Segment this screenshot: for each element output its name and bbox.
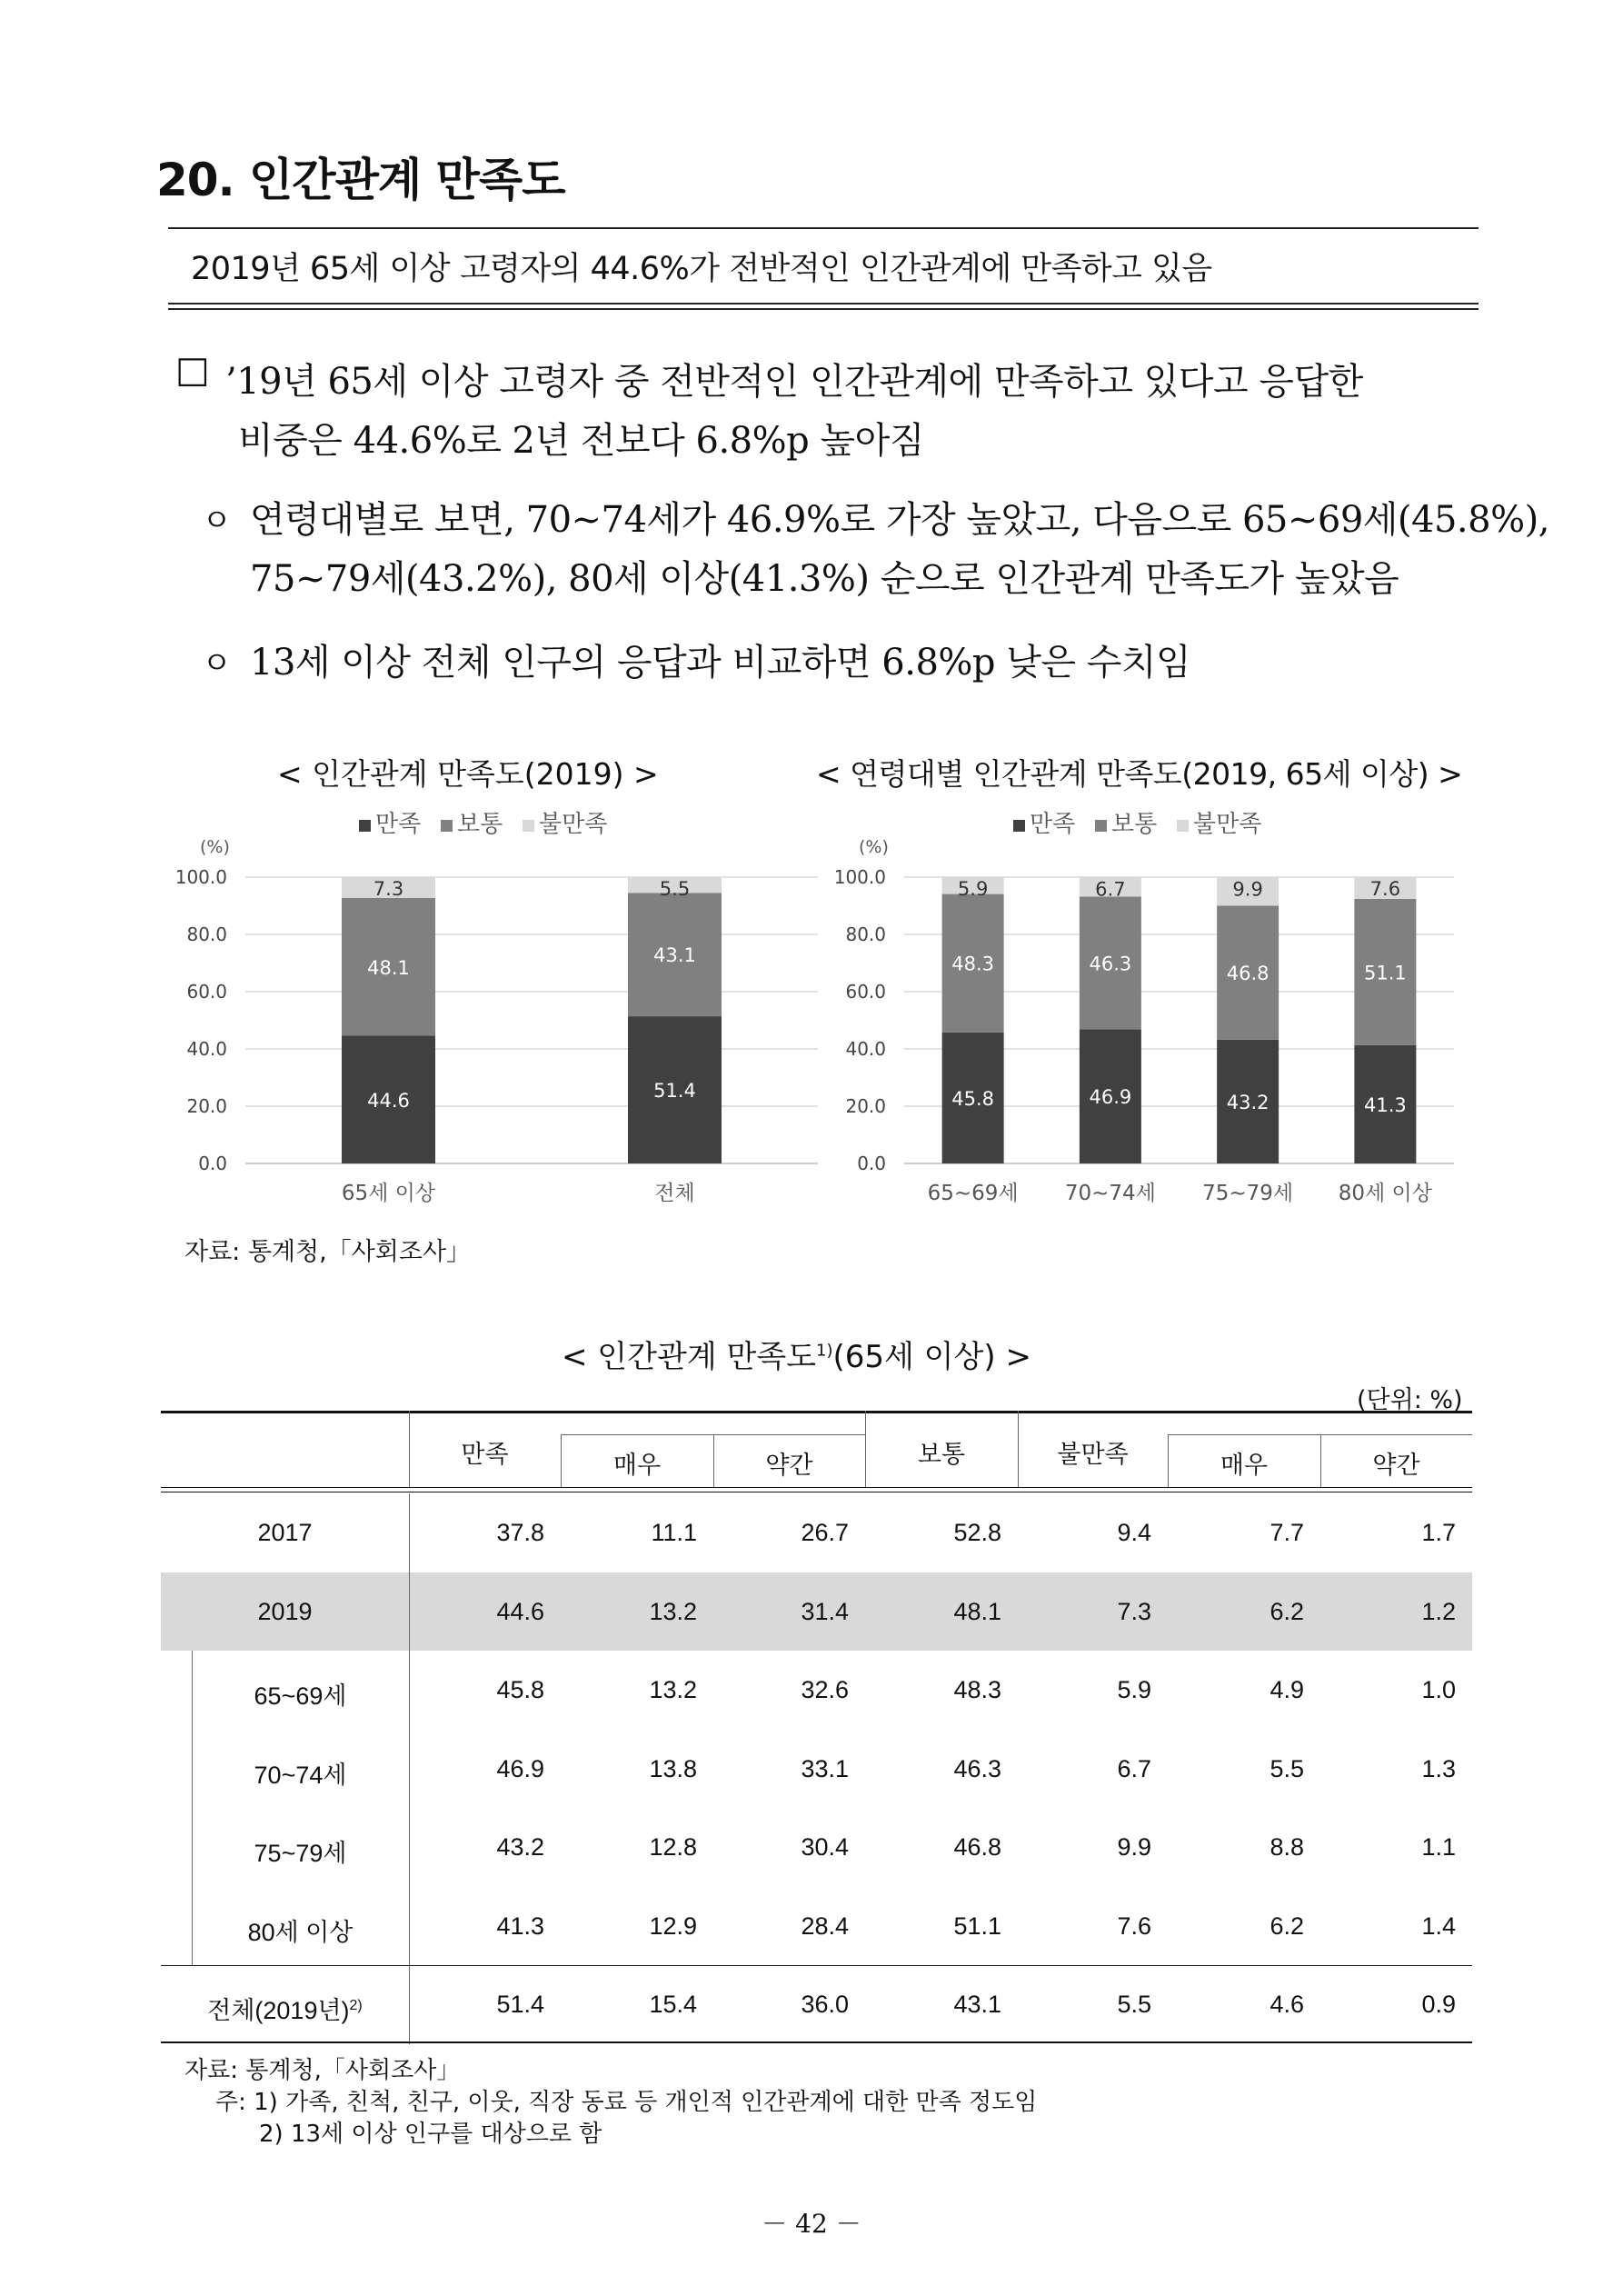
table-title <box>562 1332 1031 1376</box>
data-label: 51.4 <box>653 1080 696 1103</box>
row-label-footnote-ref: 2) <box>349 1998 363 2013</box>
table-cell: 46.9 <box>496 1754 544 1782</box>
table-cell: 6.7 <box>1117 1754 1151 1782</box>
table-cell: 26.7 <box>801 1519 849 1546</box>
data-label: 51.1 <box>1363 962 1407 984</box>
table-cell: 5.5 <box>1117 1991 1151 2018</box>
table-cell: 41.3 <box>496 1912 544 1940</box>
y-tick-label: 100.0 <box>833 866 886 888</box>
x-tick-label: 전체 <box>654 1182 695 1205</box>
table-header-rule <box>161 1487 1472 1488</box>
header-very-satisfied: 매우 <box>612 1452 662 1480</box>
table-cell: 31.4 <box>801 1597 849 1625</box>
row-label: 2017 <box>257 1519 313 1546</box>
table-cell: 1.0 <box>1421 1676 1456 1703</box>
table-cell: 5.9 <box>1117 1676 1151 1703</box>
x-tick-label: 70~74세 <box>1064 1182 1156 1205</box>
table-bottom-rule <box>161 2041 1472 2043</box>
table-cell: 52.8 <box>953 1519 1001 1546</box>
table-header-subrule <box>561 1434 865 1435</box>
table-cell: 36.0 <box>801 1991 849 2018</box>
y-tick-label: 20.0 <box>186 1095 227 1117</box>
legend-swatch <box>441 820 453 832</box>
data-label: 46.9 <box>1089 1086 1132 1109</box>
bullet-sub-line1: 13세 이상 전체 인구의 응답과 비교하면 6.8%p 낮은 수치임 <box>250 642 1191 684</box>
table-cell: 12.9 <box>649 1912 697 1940</box>
table-cell: 8.8 <box>1270 1833 1304 1861</box>
data-label: 5.5 <box>659 878 691 900</box>
header-slightly-satisfied: 약간 <box>765 1452 813 1480</box>
table-cell: 46.3 <box>953 1754 1001 1782</box>
chart-source: 자료: 통계청,「사회조사」 <box>184 1238 471 1266</box>
table-cell: 51.4 <box>496 1991 544 2018</box>
table-cell: 7.7 <box>1270 1519 1304 1546</box>
bullet-main-line2: 비중은 44.6%로 2년 전보다 6.8%p 높아짐 <box>238 420 924 462</box>
y-tick-label: 20.0 <box>845 1095 886 1117</box>
x-tick-label: 65~69세 <box>927 1182 1019 1205</box>
table-cell: 43.1 <box>953 1991 1001 2018</box>
legend-swatch <box>1013 820 1025 832</box>
table-cell: 9.9 <box>1117 1833 1151 1861</box>
table-cell: 43.2 <box>496 1833 544 1861</box>
y-axis-unit: (%) <box>859 837 889 857</box>
table-column-divider <box>409 1887 410 1966</box>
legend-label: 만족 <box>1030 811 1076 838</box>
table-cell: 11.1 <box>651 1519 697 1546</box>
row-label: 2019 <box>257 1597 313 1625</box>
header-satisfied: 만족 <box>461 1441 509 1469</box>
bullet-sub-line2: 75~79세(43.2%), 80세 이상(41.3%) 순으로 인간관계 만족도가 높았음 <box>250 558 1399 600</box>
header-unsatisfied: 불만족 <box>1057 1441 1129 1469</box>
table-column-divider <box>409 1493 410 1572</box>
table-cell: 1.7 <box>1421 1519 1456 1546</box>
row-label: 75~79세 <box>254 1840 347 1867</box>
data-label: 41.3 <box>1363 1093 1407 1116</box>
table-cell: 48.3 <box>953 1676 1001 1703</box>
table-cell: 32.6 <box>801 1676 849 1703</box>
section-title: 20. 인간관계 만족도 <box>156 154 565 206</box>
data-label: 9.9 <box>1232 878 1263 901</box>
data-label: 6.7 <box>1095 878 1126 901</box>
total-row-rule <box>161 1965 1472 1966</box>
legend-label: 보통 <box>457 811 503 838</box>
legend-swatch <box>1095 820 1107 832</box>
x-tick-label: 65세 이상 <box>341 1182 436 1205</box>
y-tick-label: 100.0 <box>174 866 227 888</box>
table-cell: 5.5 <box>1270 1754 1304 1782</box>
y-tick-label: 0.0 <box>857 1153 886 1174</box>
table-cell: 13.2 <box>649 1597 697 1625</box>
summary-box-bottom-rule <box>168 303 1479 304</box>
table-title-main: < 인간관계 만족도 <box>562 1339 817 1375</box>
table-cell: 45.8 <box>496 1676 544 1703</box>
summary-box-top-rule <box>168 227 1479 229</box>
table-cell: 1.4 <box>1421 1912 1456 1940</box>
x-tick-label: 80세 이상 <box>1338 1182 1432 1205</box>
table-cell: 4.9 <box>1270 1676 1304 1703</box>
summary-text: 2019년 65세 이상 고령자의 44.6%가 전반적인 인간관계에 만족하고 있음 <box>191 251 1212 287</box>
table-cell: 6.2 <box>1270 1597 1304 1625</box>
y-tick-label: 60.0 <box>186 981 227 1003</box>
summary-box-bottom-rule-double <box>168 308 1479 310</box>
table-cell: 33.1 <box>801 1754 849 1782</box>
y-tick-label: 40.0 <box>186 1038 227 1060</box>
header-slightly-unsatisfied: 약간 <box>1372 1452 1420 1480</box>
table-cell: 51.1 <box>953 1912 1001 1940</box>
table-cell: 13.2 <box>649 1676 697 1703</box>
table-cell: 37.8 <box>496 1519 544 1546</box>
table-source: 자료: 통계청,「사회조사」 <box>184 2057 461 2084</box>
data-label: 48.1 <box>367 956 410 979</box>
chart1-title: < 인간관계 만족도(2019) > <box>277 756 659 792</box>
legend-label: 보통 <box>1111 811 1158 838</box>
table-top-rule <box>161 1411 1472 1413</box>
data-label: 45.8 <box>951 1087 995 1110</box>
y-tick-label: 60.0 <box>845 981 886 1003</box>
table-cell: 1.1 <box>1421 1833 1456 1861</box>
legend-swatch <box>359 820 371 832</box>
chart1-stacked-bar <box>154 800 827 1236</box>
age-group-bracket <box>192 1651 193 1965</box>
legend-swatch <box>1177 820 1189 832</box>
y-tick-label: 80.0 <box>186 923 227 945</box>
legend-swatch <box>523 820 534 832</box>
table-title-footnote-ref: 1) <box>816 1341 833 1361</box>
table-cell: 48.1 <box>953 1597 1001 1625</box>
data-label: 43.1 <box>653 944 696 967</box>
note-1: 주: 1) 가족, 친척, 친구, 이웃, 직장 동료 등 개인적 인간관계에 대한 만족 정도임 <box>215 2089 1038 2116</box>
row-label: 65~69세 <box>254 1682 347 1710</box>
legend-label: 불만족 <box>1193 811 1262 838</box>
data-label: 48.3 <box>951 953 995 975</box>
chart2-title: < 연령대별 인간관계 만족도(2019, 65세 이상) > <box>816 756 1463 792</box>
table-cell: 1.3 <box>1421 1754 1456 1782</box>
header-very-unsatisfied: 매우 <box>1220 1452 1269 1480</box>
table-title-rest: (65세 이상) > <box>832 1339 1031 1375</box>
row-label: 70~74세 <box>254 1761 347 1789</box>
legend-label: 불만족 <box>539 811 608 838</box>
table-cell: 0.9 <box>1421 1991 1456 2018</box>
bullet-sub-marker: ㅇ <box>202 645 232 682</box>
bullet-main-marker: □ <box>175 349 210 391</box>
data-label: 44.6 <box>367 1089 410 1112</box>
table-column-divider <box>409 1965 410 2044</box>
data-label: 43.2 <box>1226 1091 1270 1113</box>
table-column-divider <box>409 1651 410 1730</box>
y-tick-label: 80.0 <box>845 923 886 945</box>
table-cell: 7.6 <box>1117 1912 1151 1940</box>
data-label: 5.9 <box>957 878 989 900</box>
page-number: － 42 － <box>762 2209 861 2239</box>
x-tick-label: 75~79세 <box>1202 1182 1294 1205</box>
table-cell: 15.4 <box>649 1991 697 2018</box>
table-column-divider <box>409 1730 410 1809</box>
bullet-main-line1: ’19년 65세 이상 고령자 중 전반적인 인간관계에 만족하고 있다고 응답한 <box>225 361 1363 403</box>
legend-label: 만족 <box>375 811 422 838</box>
table-cell: 4.6 <box>1270 1991 1304 2018</box>
note-2: 2) 13세 이상 인구를 대상으로 함 <box>259 2121 602 2148</box>
table-unit: (단위: %) <box>1357 1386 1463 1414</box>
data-label: 46.3 <box>1089 953 1132 975</box>
chart2-stacked-bar <box>827 800 1463 1236</box>
bullet-sub-line1: 연령대별로 보면, 70~74세가 46.9%로 가장 높았고, 다음으로 65~69세(45.8%), <box>250 499 1549 541</box>
y-tick-label: 0.0 <box>198 1153 227 1174</box>
data-label: 46.8 <box>1226 963 1270 985</box>
table-column-divider <box>409 1572 410 1652</box>
table-cell: 28.4 <box>801 1912 849 1940</box>
table-cell: 46.8 <box>953 1833 1001 1861</box>
table-header-subrule <box>1168 1434 1472 1435</box>
row-label: 전체(2019년)$^{2)}$ <box>207 1997 363 2024</box>
table-cell: 7.3 <box>1117 1597 1151 1625</box>
y-axis-unit: (%) <box>200 837 230 857</box>
table-cell: 9.4 <box>1117 1519 1151 1546</box>
bullet-sub-marker: ㅇ <box>202 503 232 539</box>
table-cell: 12.8 <box>649 1833 697 1861</box>
data-label: 7.3 <box>373 878 404 900</box>
table-cell: 13.8 <box>649 1754 697 1782</box>
row-label: 80세 이상 <box>247 1918 353 1946</box>
table-column-divider <box>409 1808 410 1887</box>
table-cell: 44.6 <box>496 1597 544 1625</box>
y-tick-label: 40.0 <box>845 1038 886 1060</box>
header-normal: 보통 <box>917 1441 966 1469</box>
table-cell: 1.2 <box>1421 1597 1456 1625</box>
table-cell: 6.2 <box>1270 1912 1304 1940</box>
data-label: 7.6 <box>1369 878 1401 900</box>
table-cell: 30.4 <box>801 1833 849 1861</box>
